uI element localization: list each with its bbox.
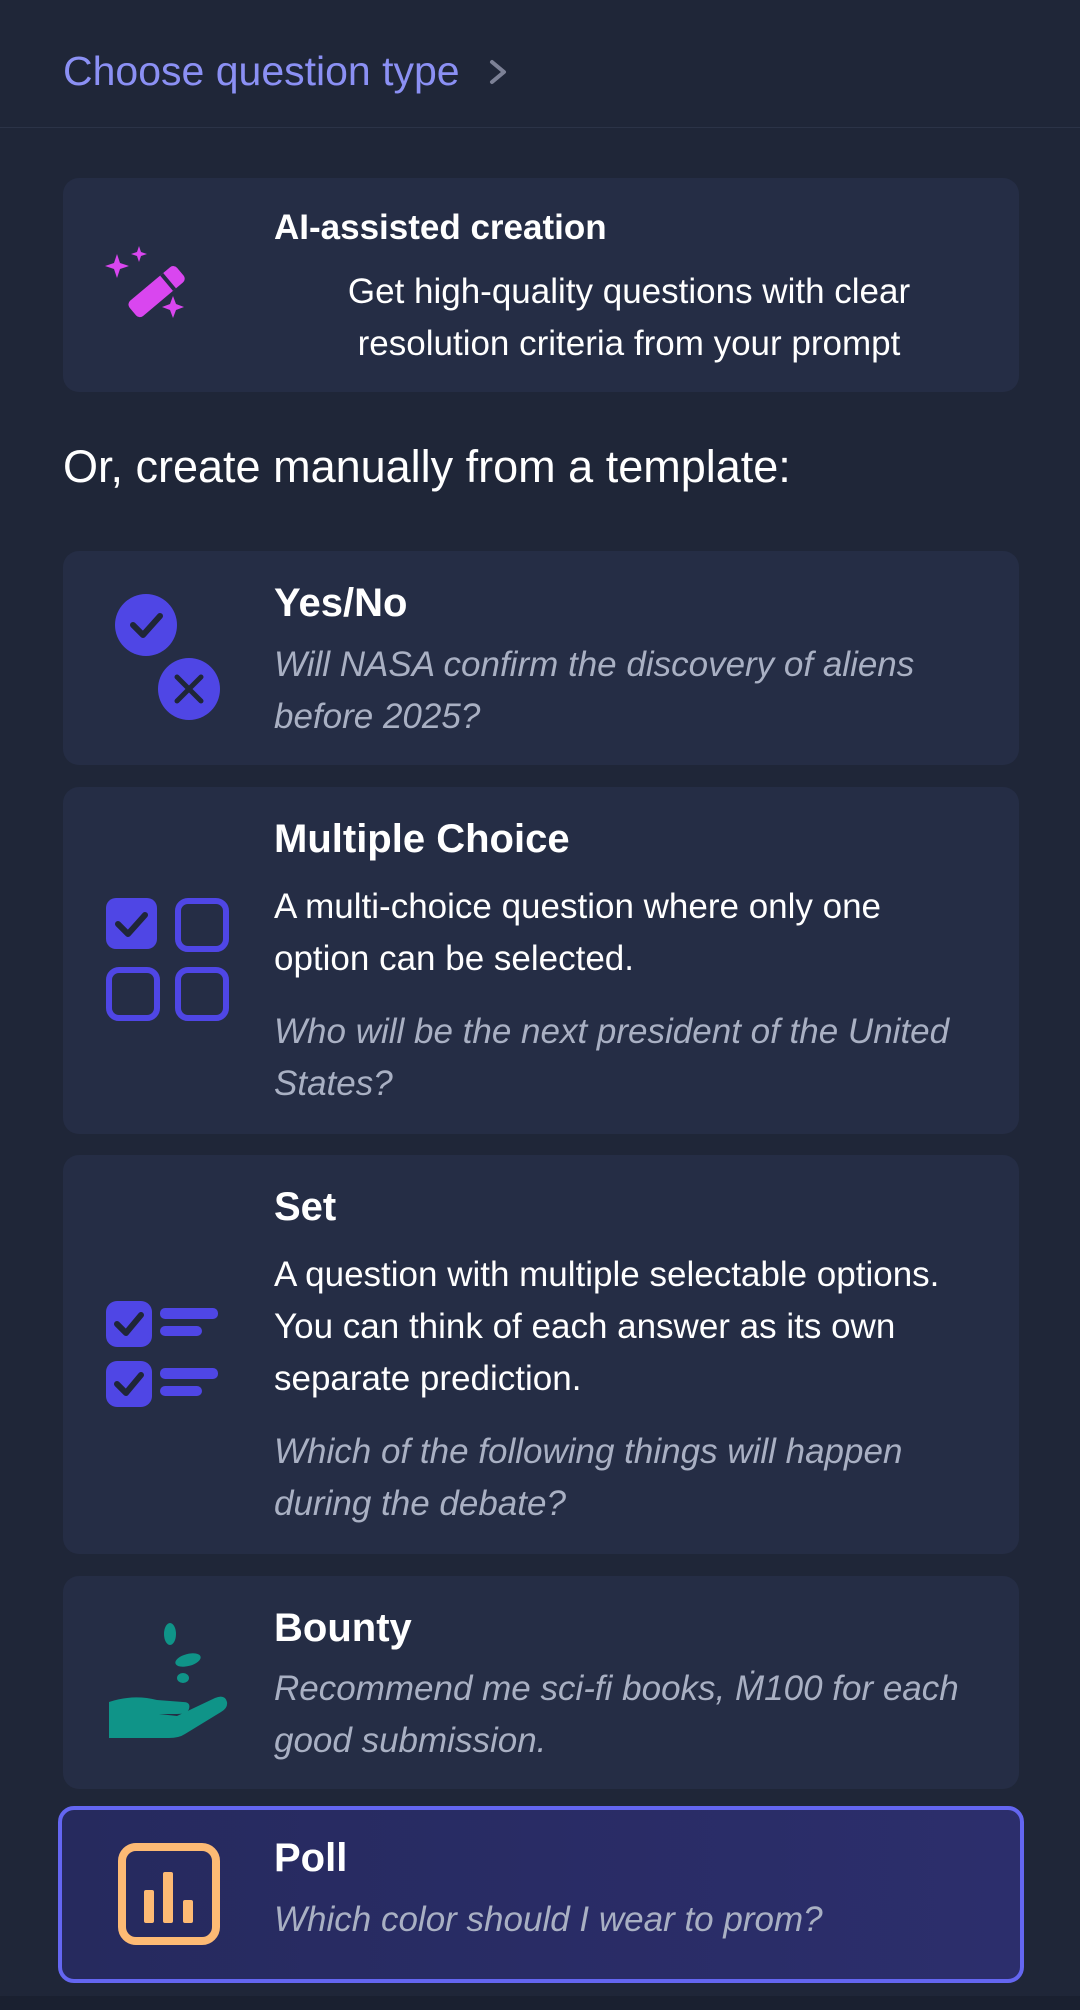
header <box>0 0 1080 128</box>
template-title-bounty: Bounty <box>274 1606 412 1650</box>
checklist-icon <box>103 1298 223 1423</box>
template-card-bounty[interactable] <box>63 1576 1019 1789</box>
breadcrumb-choose-question-type[interactable] <box>63 48 512 95</box>
yes-no-icon <box>113 591 223 726</box>
template-section-heading: Or, create manually from a template: <box>63 441 791 492</box>
template-title-yes-no: Yes/No <box>274 581 408 625</box>
template-example-bounty: Recommend me sci-fi books, Ṁ100 for each good submission. <box>274 1669 959 1760</box>
ai-card-title: AI-assisted creation <box>274 208 607 247</box>
ai-card-description: Get high-quality questions with clear resolution criteria from your prompt <box>347 272 911 363</box>
template-example-set: Which of the following things will happen during the debate? <box>274 1432 903 1523</box>
template-title-multiple-choice: Multiple Choice <box>274 817 570 861</box>
template-example-poll: Which color should I wear to prom? <box>274 1900 823 1939</box>
template-description-set: A question with multiple selectable options. You can think of each answer as its own separate prediction. <box>274 1255 940 1398</box>
breadcrumb-label: Choose question type <box>63 48 460 94</box>
ai-assisted-creation-card[interactable] <box>63 178 1019 392</box>
magic-wand-icon <box>101 240 191 335</box>
template-description-multiple-choice: A multi-choice question where only one option can be selected. <box>274 887 882 978</box>
bottom-edge <box>0 1996 1080 2010</box>
multiple-choice-icon <box>103 895 233 1030</box>
bar-chart-icon <box>117 1842 221 1951</box>
template-card-poll[interactable] <box>58 1806 1024 1983</box>
template-title-poll: Poll <box>274 1836 348 1880</box>
template-card-set[interactable] <box>63 1155 1019 1554</box>
template-example-multiple-choice: Who will be the next president of the United States? <box>274 1012 950 1103</box>
template-card-yes-no[interactable] <box>63 551 1019 765</box>
template-example-yes-no: Will NASA confirm the discovery of aliens before 2025? <box>274 645 915 736</box>
template-title-set: Set <box>274 1185 337 1229</box>
template-card-multiple-choice[interactable] <box>63 787 1019 1134</box>
hand-coins-icon <box>107 1620 232 1750</box>
chevron-right-icon <box>486 52 512 92</box>
